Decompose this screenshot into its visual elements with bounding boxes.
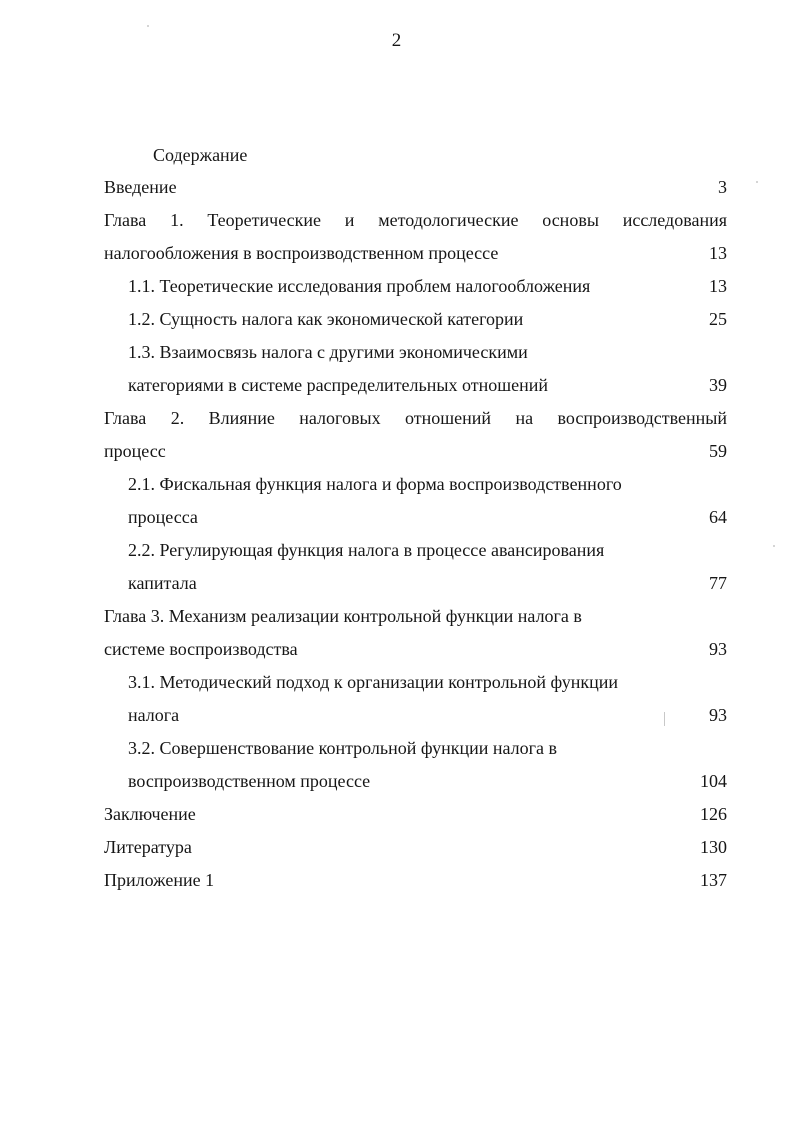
toc-line [104, 303, 727, 336]
toc-entry-text: налогообложения в воспроизводственном процессе [104, 243, 499, 263]
toc-line [104, 468, 727, 501]
toc-entry-page: 39 [709, 375, 727, 395]
toc-entry-text: Глава 1. Теоретические и методологические основы исследования [104, 210, 727, 230]
toc-entry-page: 130 [700, 837, 727, 857]
toc-entry-page: 3 [718, 177, 727, 197]
scan-speck [147, 25, 149, 27]
toc-entry-text: категориями в системе распределительных отношений [128, 375, 548, 395]
toc-line [104, 270, 727, 303]
table-of-contents [104, 171, 727, 897]
toc-line [104, 171, 727, 204]
toc-title: Содержание [153, 145, 248, 165]
toc-line [104, 501, 727, 534]
toc-entry-text: 2.2. Регулирующая функция налога в процессе авансирования [128, 540, 605, 560]
toc-entry-text: 1.1. Теоретические исследования проблем налогообложения [128, 276, 591, 296]
toc-entry-page: 137 [700, 870, 727, 890]
scan-speck [664, 712, 665, 726]
toc-line [104, 534, 727, 567]
scan-speck [756, 181, 758, 183]
toc-line [104, 600, 727, 633]
toc-entry-page: 59 [709, 441, 727, 461]
toc-entry-text: воспроизводственном процессе [128, 771, 371, 791]
toc-entry-text: 3.2. Совершенствование контрольной функции налога в [128, 738, 558, 758]
toc-line [104, 204, 727, 237]
toc-line [104, 732, 727, 765]
toc-line [104, 666, 727, 699]
toc-entry-page: 93 [709, 705, 727, 725]
toc-entry-text: системе воспроизводства [104, 639, 298, 659]
toc-entry-text: процесса [128, 507, 198, 527]
toc-line [104, 402, 727, 435]
toc-entry-text: Заключение [104, 804, 196, 824]
toc-line [104, 336, 727, 369]
toc-entry-page: 77 [709, 573, 727, 593]
toc-line [104, 435, 727, 468]
toc-line [104, 237, 727, 270]
toc-entry-page: 64 [709, 507, 727, 527]
toc-line [104, 831, 727, 864]
toc-entry-text: Введение [104, 177, 177, 197]
toc-line [104, 567, 727, 600]
toc-line [104, 765, 727, 798]
toc-entry-text: Литература [104, 837, 192, 857]
toc-entry-text: процесс [104, 441, 166, 461]
page-number: 2 [391, 30, 402, 51]
toc-entry-text: налога [128, 705, 180, 725]
toc-entry-text: Приложение 1 [104, 870, 215, 890]
toc-line [104, 699, 727, 732]
scan-speck [773, 545, 775, 547]
toc-entry-text: 3.1. Методический подход к организации контрольной функции [128, 672, 619, 692]
toc-entry-text: 1.3. Взаимосвязь налога с другими экономическими [128, 342, 528, 362]
toc-entry-page: 93 [709, 639, 727, 659]
toc-entry-page: 25 [709, 309, 727, 329]
toc-entry-text: 1.2. Сущность налога как экономической категории [128, 309, 524, 329]
toc-line [104, 633, 727, 666]
toc-entry-text: Глава 2. Влияние налоговых отношений на воспроизводственный [104, 408, 727, 428]
toc-entry-page: 104 [700, 771, 727, 791]
toc-line [104, 864, 727, 897]
toc-line [104, 798, 727, 831]
toc-entry-text: 2.1. Фискальная функция налога и форма воспроизводственного [128, 474, 622, 494]
toc-entry-page: 13 [709, 276, 727, 296]
toc-line [104, 369, 727, 402]
toc-entry-text: капитала [128, 573, 197, 593]
toc-entry-page: 13 [709, 243, 727, 263]
toc-entry-page: 126 [700, 804, 727, 824]
toc-entry-text: Глава 3. Механизм реализации контрольной функции налога в [104, 606, 582, 626]
